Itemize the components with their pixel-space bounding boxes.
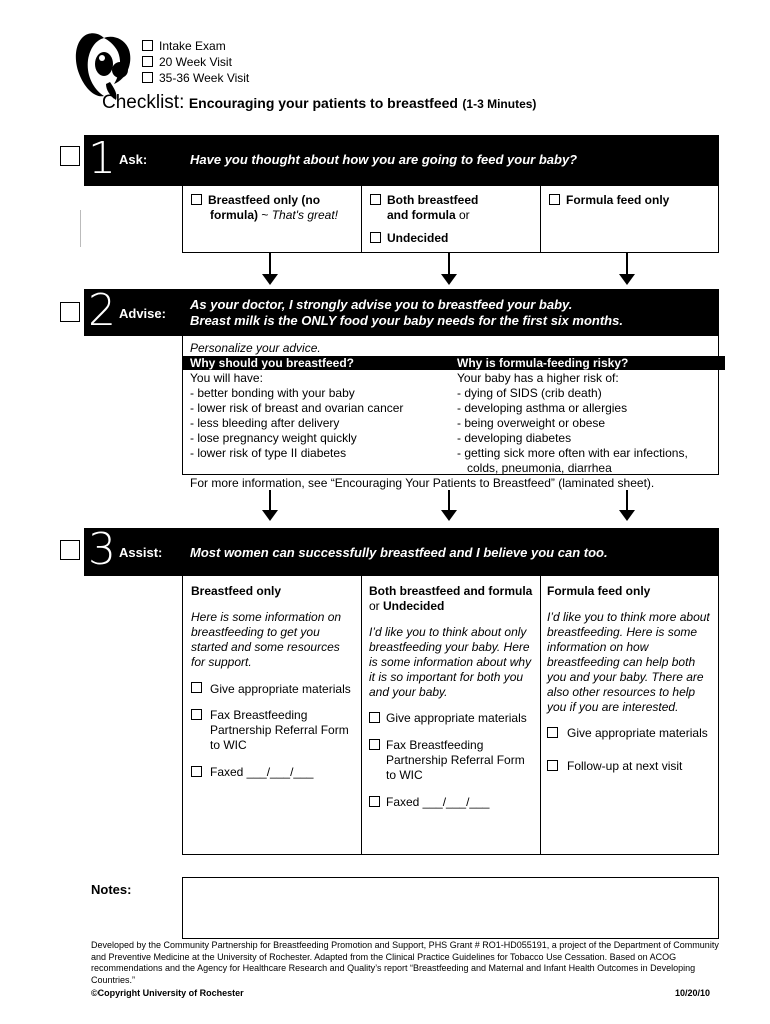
checkbox[interactable] (142, 40, 153, 51)
step1-number: 1 (88, 133, 116, 184)
visit-35-36-week[interactable]: 35-36 Week Visit (142, 70, 249, 86)
copyright: ©Copyright University of Rochester (91, 988, 244, 998)
why-formula-risky-header: Why is formula-feeding risky? (457, 356, 629, 370)
personalize-note: Personalize your advice. (190, 341, 321, 355)
breastfeed-benefits: You will have: - better bonding with your baby - lower risk of breast and ovarian cancer - less bleeding after delivery - lose pregnancy weight quickly - lower risk of type II diabetes (190, 371, 450, 461)
checkbox[interactable] (547, 760, 558, 771)
arrow-down-icon (262, 490, 278, 522)
logo (74, 28, 134, 102)
checkbox[interactable] (369, 739, 380, 750)
step1-option-both: Both breastfeed and formula or Undecided (361, 185, 541, 253)
fax-referral-item: Fax Breastfeeding Partnership Referral Form to WIC (369, 738, 534, 783)
list-item: - better bonding with your baby (190, 386, 355, 400)
follow-up-item: Follow-up at next visit (547, 759, 712, 774)
step2-bar (84, 285, 719, 336)
arrow-down-icon (441, 490, 457, 522)
formula-risks: Your baby has a higher risk of: - dying of SIDS (crib death) - developing asthma or allergies - being overweight or obese - developing diabetes - getting sick more often with ear infections, colds, pneumonia, diarrhea (457, 371, 712, 476)
list-item: - lower risk of breast and ovarian cancer (190, 401, 404, 415)
title-main: Encouraging your patients to breastfeed (188, 95, 458, 111)
checkbox[interactable] (191, 709, 202, 720)
fax-referral-item: Fax Breastfeeding Partnership Referral Form to WIC (191, 708, 353, 753)
checkbox[interactable] (191, 194, 202, 205)
list-item: - less bleeding after delivery (190, 416, 340, 430)
checkbox[interactable] (370, 194, 381, 205)
step1-option-breastfeed: Breastfeed only (no formula) ~ That's great! (182, 185, 362, 253)
visit-20-week[interactable]: 20 Week Visit (142, 54, 249, 70)
step3-statement: Most women can successfully breastfeed and I believe you can too. (190, 545, 608, 560)
checkbox[interactable] (549, 194, 560, 205)
checkbox[interactable] (191, 682, 202, 693)
give-materials-item: Give appropriate materials (547, 726, 712, 741)
step1-bar (84, 135, 719, 186)
arrow-down-icon (619, 252, 635, 285)
list-item: - developing asthma or allergies (457, 401, 628, 415)
checkbox[interactable] (370, 232, 381, 243)
why-breastfeed-header: Why should you breastfeed? (190, 356, 355, 370)
step3-label: Assist: (119, 545, 163, 560)
arrow-down-icon (262, 252, 278, 285)
list-item: - dying of SIDS (crib death) (457, 386, 602, 400)
step2-advice-line2: Breast milk is the ONLY food your baby needs for the first six months. (190, 313, 623, 328)
checkbox[interactable] (142, 72, 153, 83)
step2-checkbox[interactable] (60, 302, 80, 322)
arrow-down-icon (441, 252, 457, 285)
step2-label: Advise: (119, 306, 166, 321)
faxed-date-item: Faxed ___/___/___ (369, 795, 534, 810)
notes-label: Notes: (91, 882, 132, 897)
step1-question: Have you thought about how you are going to feed your baby? (190, 152, 578, 167)
column-title: Breastfeed only (191, 584, 282, 598)
checkbox[interactable] (369, 796, 380, 807)
step2-number: 2 (88, 285, 116, 336)
column-text: I’d like you to think about only breastfeeding your baby. Here is some information about why it is so important for both you and your baby. (369, 625, 532, 699)
step2-advice-line1: As your doctor, I strongly advise you to breastfeed your baby. (190, 297, 573, 312)
page-title (102, 92, 536, 114)
assist-formula-column (540, 575, 719, 855)
checkbox[interactable] (369, 712, 380, 723)
step3-number: 3 (88, 524, 116, 575)
notes-field[interactable] (182, 877, 719, 939)
assist-both-column (361, 575, 541, 855)
list-item: - lose pregnancy weight quickly (190, 431, 357, 445)
list-item: - getting sick more often with ear infections, colds, pneumonia, diarrhea (457, 446, 688, 475)
revision-date: 10/20/10 (675, 988, 711, 998)
arrow-down-icon (619, 490, 635, 522)
step3-checkbox[interactable] (60, 540, 80, 560)
step3-bar (84, 524, 719, 576)
column-text: I’d like you to think more about breastfeeding. Here is some information on how breastfeeding can help both you and your baby. There are also other resources to help you if you are interested. (547, 610, 710, 714)
step1-label: Ask: (119, 152, 148, 167)
list-item: - being overweight or obese (457, 416, 606, 430)
title-prefix: Checklist: (102, 92, 185, 113)
checkbox[interactable] (142, 56, 153, 67)
give-materials-item: Give appropriate materials (369, 711, 534, 726)
column-title: Both breastfeed and formula or Undecided (369, 584, 533, 613)
checkbox[interactable] (547, 727, 558, 738)
visit-list (142, 38, 249, 86)
title-time: (1-3 Minutes) (462, 97, 537, 111)
more-info-note: For more information, see “Encouraging Your Patients to Breastfeed” (laminated sheet). (190, 476, 655, 490)
checkbox[interactable] (191, 766, 202, 777)
assist-breastfeed-column (182, 575, 362, 855)
footer-text: Developed by the Community Partnership for Breastfeeding Promotion and Support, PHS Grant # RO1-HD055191, a project of the Department of Community and Preventive Medicine at the University of Rochester. Adapted from the Clinical Practice Guidelines for Tobacco Use Cessation. Based on ACOG recommendations and the Agency for Healthcare Research and Quality’s report “Breastfeeding and Maternal and Infant Health Outcomes in Developing Countries.” (91, 940, 719, 985)
give-materials-item: Give appropriate materials (191, 681, 353, 698)
faxed-date-item: Faxed ___/___/___ (191, 765, 353, 780)
column-title: Formula feed only (547, 584, 651, 598)
left-margin-line (80, 210, 81, 247)
list-item: - lower risk of type II diabetes (190, 446, 347, 460)
visit-intake[interactable]: Intake Exam (142, 38, 249, 54)
step1-option-formula: Formula feed only (540, 185, 719, 253)
list-item: - developing diabetes (457, 431, 572, 445)
step1-checkbox[interactable] (60, 146, 80, 166)
column-text: Here is some information on breastfeeding to get you started and some resources for support. (191, 610, 342, 669)
